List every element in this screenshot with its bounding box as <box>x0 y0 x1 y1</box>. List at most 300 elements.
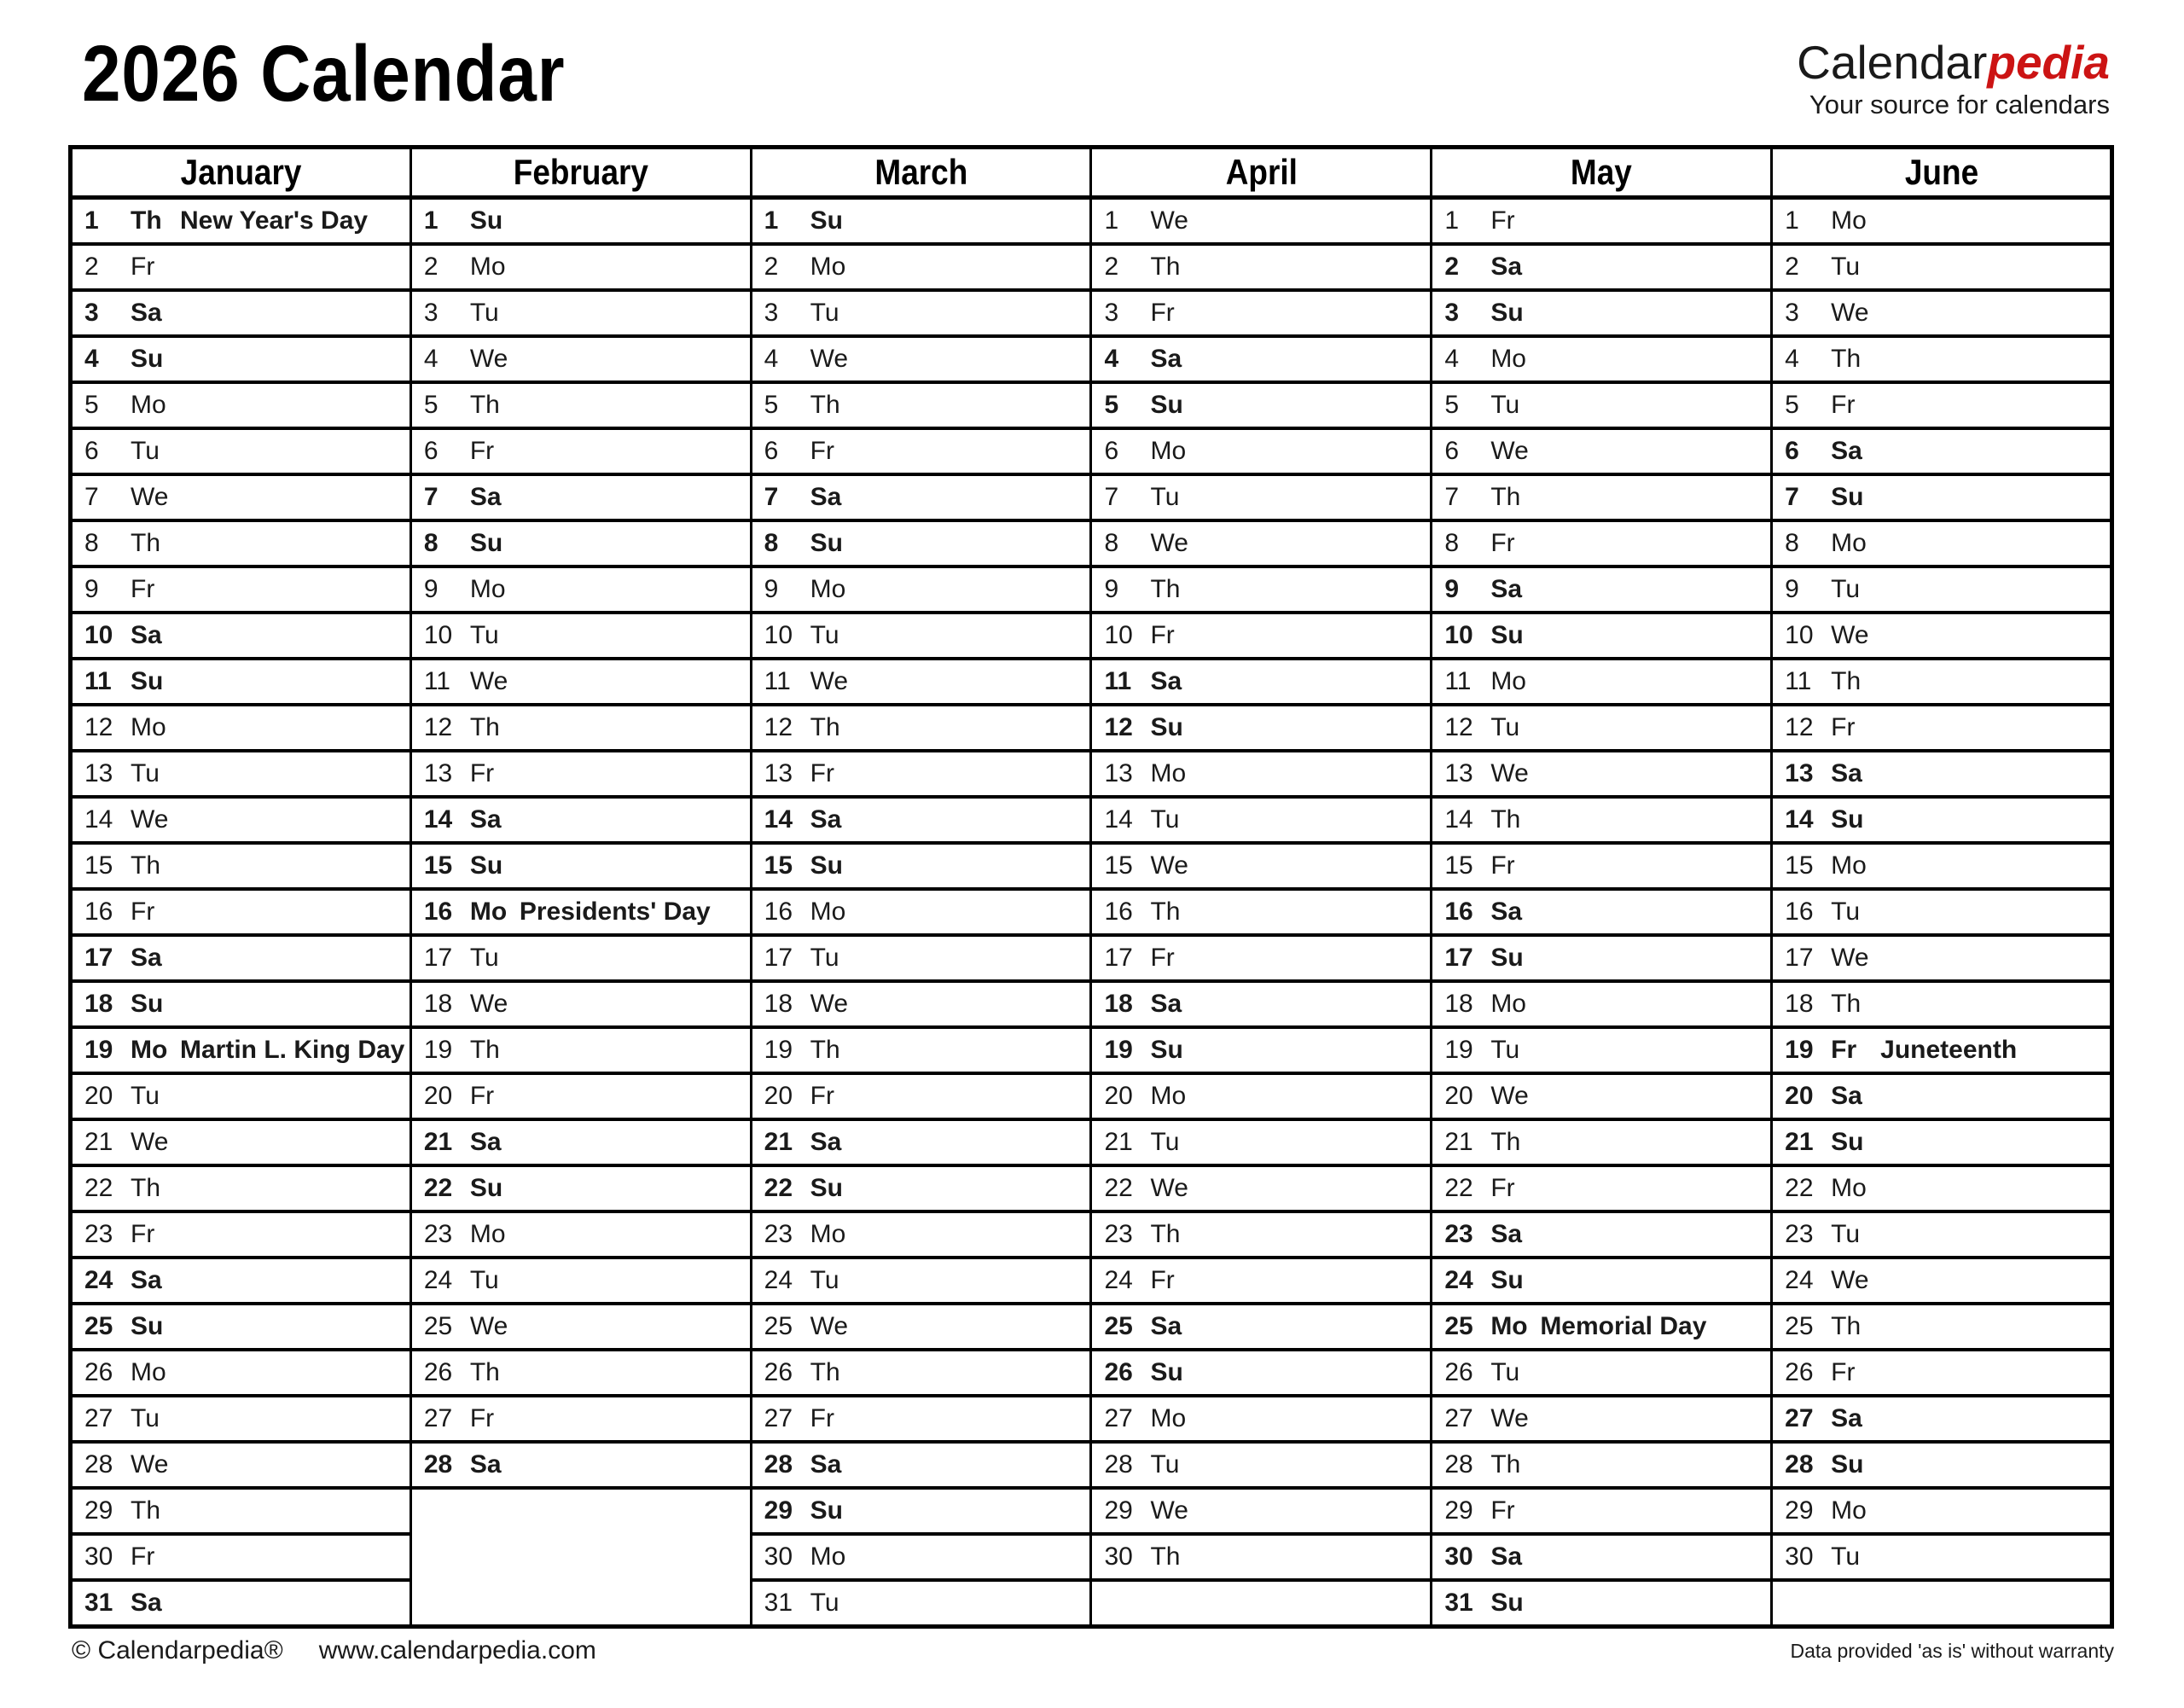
day-cell-april-4 <box>1091 336 1432 382</box>
day-cell-april-29 <box>1091 1488 1432 1534</box>
weekday-abbrev: Sa <box>1490 575 1523 603</box>
holiday-label: Martin L. King Day <box>180 1036 405 1064</box>
weekday-abbrev: Su <box>810 1174 843 1202</box>
weekday-abbrev: We <box>810 1312 849 1340</box>
day-number: 5 <box>1444 391 1459 419</box>
calendar-row-18 <box>71 981 2112 1027</box>
day-number: 21 <box>1444 1128 1473 1156</box>
month-header-february: February <box>410 148 751 198</box>
day-number: 20 <box>1104 1082 1133 1110</box>
day-number: 25 <box>764 1312 793 1340</box>
calendar-row-3 <box>71 290 2112 336</box>
day-cell-april-26 <box>1091 1350 1432 1396</box>
calendar-row-17 <box>71 935 2112 981</box>
day-cell-march-26 <box>751 1350 1091 1396</box>
day-cell-february-10 <box>410 613 751 659</box>
month-header-june: June <box>1772 148 2112 198</box>
day-number: 19 <box>1104 1036 1133 1064</box>
day-number: 10 <box>764 621 793 649</box>
empty-cell-april <box>1091 1580 1432 1627</box>
calendar-row-13 <box>71 751 2112 797</box>
weekday-abbrev: Su <box>1150 391 1183 419</box>
weekday-abbrev: Th <box>1831 990 1862 1018</box>
day-cell-may-20 <box>1432 1073 1772 1119</box>
day-number: 16 <box>1785 898 1814 926</box>
day-number: 20 <box>764 1082 793 1110</box>
day-cell-june-4 <box>1772 336 2112 382</box>
day-number: 9 <box>764 575 779 603</box>
calendar-row-6 <box>71 428 2112 474</box>
day-cell-february-17 <box>410 935 751 981</box>
day-number: 1 <box>1104 206 1119 235</box>
day-number: 20 <box>84 1082 113 1110</box>
weekday-abbrev: Mo <box>1490 345 1526 373</box>
weekday-abbrev: We <box>1150 529 1188 557</box>
calendar-row-4 <box>71 336 2112 382</box>
day-number: 17 <box>1104 944 1133 972</box>
day-cell-january-18 <box>71 981 411 1027</box>
weekday-abbrev: Su <box>810 206 843 235</box>
weekday-abbrev: Sa <box>1831 1082 1862 1110</box>
day-cell-february-19 <box>410 1027 751 1073</box>
day-number: 18 <box>84 990 113 1018</box>
day-cell-may-11 <box>1432 659 1772 705</box>
day-number: 12 <box>1785 713 1814 741</box>
weekday-abbrev: Tu <box>1150 1128 1180 1156</box>
day-number: 30 <box>1785 1542 1814 1571</box>
day-cell-june-10 <box>1772 613 2112 659</box>
weekday-abbrev: Tu <box>469 621 499 649</box>
day-cell-february-18 <box>410 981 751 1027</box>
day-cell-may-3 <box>1432 290 1772 336</box>
day-number: 30 <box>764 1542 793 1571</box>
day-number: 14 <box>764 805 793 834</box>
day-cell-april-7 <box>1091 474 1432 520</box>
weekday-abbrev: Sa <box>1150 990 1182 1018</box>
day-number: 22 <box>1444 1174 1473 1202</box>
weekday-abbrev: Su <box>810 1496 843 1525</box>
calendar-row-10 <box>71 613 2112 659</box>
weekday-abbrev: Tu <box>810 621 839 649</box>
day-cell-april-8 <box>1091 520 1432 566</box>
weekday-abbrev: Mo <box>810 1220 846 1248</box>
day-cell-may-8 <box>1432 520 1772 566</box>
day-number: 2 <box>1444 253 1459 281</box>
weekday-abbrev: Fr <box>131 1542 155 1571</box>
weekday-abbrev: Tu <box>131 759 160 787</box>
day-cell-april-2 <box>1091 244 1432 290</box>
day-number: 9 <box>1444 575 1459 603</box>
weekday-abbrev: Su <box>469 1174 503 1202</box>
day-number: 23 <box>1444 1220 1473 1248</box>
day-cell-may-18 <box>1432 981 1772 1027</box>
calendar-row-21 <box>71 1119 2112 1165</box>
day-number: 15 <box>1444 851 1473 880</box>
day-cell-february-13 <box>410 751 751 797</box>
day-number: 27 <box>84 1404 113 1432</box>
day-number: 12 <box>1444 713 1473 741</box>
empty-cell-february <box>410 1488 751 1627</box>
day-number: 10 <box>1785 621 1814 649</box>
day-number: 9 <box>84 575 99 603</box>
day-cell-june-28 <box>1772 1442 2112 1488</box>
weekday-abbrev: Th <box>1490 1450 1521 1479</box>
day-cell-may-1 <box>1432 198 1772 245</box>
day-cell-january-13 <box>71 751 411 797</box>
day-cell-april-24 <box>1091 1258 1432 1304</box>
day-number: 29 <box>1104 1496 1133 1525</box>
day-number: 10 <box>84 621 113 649</box>
weekday-abbrev: Tu <box>810 1266 839 1294</box>
day-cell-may-4 <box>1432 336 1772 382</box>
holiday-label: New Year's Day <box>180 206 369 235</box>
day-cell-may-12 <box>1432 705 1772 751</box>
day-cell-march-24 <box>751 1258 1091 1304</box>
day-cell-april-13 <box>1091 751 1432 797</box>
day-number: 15 <box>1104 851 1133 880</box>
day-number: 24 <box>764 1266 793 1294</box>
weekday-abbrev: We <box>1831 1266 1869 1294</box>
day-cell-march-22 <box>751 1165 1091 1211</box>
weekday-abbrev: Fr <box>1150 1266 1175 1294</box>
weekday-abbrev: We <box>131 483 169 511</box>
weekday-abbrev: Fr <box>1490 1496 1515 1525</box>
day-number: 8 <box>1785 529 1799 557</box>
day-cell-april-23 <box>1091 1211 1432 1258</box>
calendar-row-28 <box>71 1442 2112 1488</box>
weekday-abbrev: Fr <box>810 1082 834 1110</box>
day-cell-april-1 <box>1091 198 1432 245</box>
day-number: 22 <box>1785 1174 1814 1202</box>
day-number: 4 <box>84 345 99 373</box>
weekday-abbrev: Sa <box>1150 1312 1182 1340</box>
day-number: 19 <box>764 1036 793 1064</box>
day-cell-april-6 <box>1091 428 1432 474</box>
weekday-abbrev: Su <box>469 206 503 235</box>
page-title: 2026 Calendar <box>82 29 566 118</box>
weekday-abbrev: Fr <box>1490 206 1515 235</box>
day-cell-april-21 <box>1091 1119 1432 1165</box>
day-cell-may-9 <box>1432 566 1772 613</box>
day-number: 25 <box>1444 1312 1473 1340</box>
weekday-abbrev: Su <box>1831 483 1864 511</box>
month-header-january: January <box>71 148 411 198</box>
weekday-abbrev: Tu <box>131 1404 160 1432</box>
weekday-abbrev: Sa <box>810 483 842 511</box>
day-cell-march-15 <box>751 843 1091 889</box>
day-number: 4 <box>1785 345 1799 373</box>
day-cell-january-23 <box>71 1211 411 1258</box>
day-number: 16 <box>423 898 453 926</box>
day-number: 11 <box>1444 667 1472 695</box>
day-cell-june-9 <box>1772 566 2112 613</box>
weekday-abbrev: Su <box>131 1312 164 1340</box>
day-cell-may-30 <box>1432 1534 1772 1580</box>
weekday-abbrev: Sa <box>131 1589 162 1617</box>
weekday-abbrev: Fr <box>131 1220 155 1248</box>
calendar-row-26 <box>71 1350 2112 1396</box>
day-cell-april-10 <box>1091 613 1432 659</box>
weekday-abbrev: Th <box>1831 1312 1862 1340</box>
weekday-abbrev: We <box>1490 1404 1529 1432</box>
day-number: 3 <box>423 299 439 327</box>
day-number: 29 <box>84 1496 113 1525</box>
weekday-abbrev: Fr <box>1150 299 1175 327</box>
weekday-abbrev: Mo <box>1150 1082 1187 1110</box>
day-number: 26 <box>423 1358 453 1386</box>
day-cell-january-22 <box>71 1165 411 1211</box>
weekday-abbrev: Mo <box>810 1542 846 1571</box>
day-cell-june-23 <box>1772 1211 2112 1258</box>
calendar-row-16 <box>71 889 2112 935</box>
weekday-abbrev: We <box>131 1450 169 1479</box>
weekday-abbrev: Su <box>1490 1589 1524 1617</box>
day-number: 25 <box>423 1312 453 1340</box>
weekday-abbrev: Tu <box>810 944 839 972</box>
weekday-abbrev: We <box>1150 851 1188 880</box>
calendar-row-20 <box>71 1073 2112 1119</box>
holiday-label: Memorial Day <box>1540 1312 1707 1340</box>
weekday-abbrev: Tu <box>810 299 839 327</box>
day-cell-june-8 <box>1772 520 2112 566</box>
month-header-march: March <box>751 148 1091 198</box>
day-cell-january-25 <box>71 1304 411 1350</box>
day-cell-april-27 <box>1091 1396 1432 1442</box>
weekday-abbrev: Th <box>1150 1542 1181 1571</box>
footer-copyright-text: © Calendarpedia® <box>72 1636 283 1664</box>
weekday-abbrev: Th <box>469 391 500 419</box>
weekday-abbrev: Th <box>1831 667 1862 695</box>
day-number: 15 <box>1785 851 1814 880</box>
day-number: 16 <box>1104 898 1133 926</box>
empty-cell-june <box>1772 1580 2112 1627</box>
weekday-abbrev: We <box>1490 437 1529 465</box>
holiday-label: Presidents' Day <box>519 898 711 926</box>
day-number: 2 <box>1785 253 1799 281</box>
day-number: 8 <box>1444 529 1459 557</box>
day-number: 13 <box>1444 759 1473 787</box>
day-number: 8 <box>764 529 779 557</box>
day-cell-april-12 <box>1091 705 1432 751</box>
day-cell-february-14 <box>410 797 751 843</box>
day-number: 2 <box>764 253 779 281</box>
day-number: 21 <box>764 1128 793 1156</box>
day-cell-june-22 <box>1772 1165 2112 1211</box>
weekday-abbrev: Sa <box>1490 1542 1523 1571</box>
weekday-abbrev: Th <box>1150 575 1181 603</box>
day-number: 24 <box>423 1266 453 1294</box>
weekday-abbrev: Mo <box>1831 529 1867 557</box>
footer-copyright <box>72 1636 596 1665</box>
calendar-row-15 <box>71 843 2112 889</box>
day-cell-april-30 <box>1091 1534 1432 1580</box>
weekday-abbrev: We <box>1490 1082 1529 1110</box>
day-cell-march-25 <box>751 1304 1091 1350</box>
weekday-abbrev: Sa <box>131 944 162 972</box>
weekday-abbrev: Su <box>1490 299 1524 327</box>
day-number: 4 <box>764 345 779 373</box>
day-number: 6 <box>1104 437 1119 465</box>
day-number: 19 <box>1785 1036 1814 1064</box>
day-number: 30 <box>84 1542 113 1571</box>
calendar-row-7 <box>71 474 2112 520</box>
weekday-abbrev: Mo <box>1490 990 1526 1018</box>
day-number: 31 <box>764 1589 793 1617</box>
day-number: 11 <box>84 667 112 695</box>
weekday-abbrev: Mo <box>1490 667 1526 695</box>
calendar-row-11 <box>71 659 2112 705</box>
day-cell-march-21 <box>751 1119 1091 1165</box>
day-number: 28 <box>84 1450 113 1479</box>
weekday-abbrev: Tu <box>469 1266 499 1294</box>
day-number: 3 <box>1785 299 1799 327</box>
day-cell-june-21 <box>1772 1119 2112 1165</box>
weekday-abbrev: Mo <box>810 253 846 281</box>
day-number: 13 <box>1785 759 1814 787</box>
weekday-abbrev: We <box>131 1128 169 1156</box>
calendar-row-12 <box>71 705 2112 751</box>
day-number: 1 <box>1444 206 1459 235</box>
logo-tagline: Your source for calendars <box>1809 90 2110 119</box>
day-cell-may-26 <box>1432 1350 1772 1396</box>
weekday-abbrev: Sa <box>469 1128 502 1156</box>
weekday-abbrev: Tu <box>1831 575 1861 603</box>
weekday-abbrev: Th <box>1831 345 1862 373</box>
day-cell-april-14 <box>1091 797 1432 843</box>
weekday-abbrev: We <box>810 990 849 1018</box>
weekday-abbrev: Fr <box>810 759 834 787</box>
weekday-abbrev: Tu <box>469 299 499 327</box>
weekday-abbrev: Mo <box>469 898 508 926</box>
day-cell-january-16 <box>71 889 411 935</box>
day-number: 3 <box>764 299 779 327</box>
day-cell-february-11 <box>410 659 751 705</box>
day-number: 7 <box>84 483 99 511</box>
weekday-abbrev: Sa <box>131 621 162 649</box>
calendar-header <box>71 148 2112 198</box>
day-cell-february-3 <box>410 290 751 336</box>
day-cell-june-13 <box>1772 751 2112 797</box>
day-cell-april-20 <box>1091 1073 1432 1119</box>
day-number: 16 <box>764 898 793 926</box>
day-cell-february-4 <box>410 336 751 382</box>
day-number: 5 <box>1104 391 1119 419</box>
weekday-abbrev: Mo <box>1150 437 1187 465</box>
weekday-abbrev: Th <box>469 1358 500 1386</box>
weekday-abbrev: Sa <box>1150 345 1182 373</box>
weekday-abbrev: Mo <box>1150 1404 1187 1432</box>
weekday-abbrev: Tu <box>1490 713 1520 741</box>
day-number: 9 <box>1785 575 1799 603</box>
weekday-abbrev: We <box>469 990 508 1018</box>
day-cell-june-3 <box>1772 290 2112 336</box>
day-cell-january-30 <box>71 1534 411 1580</box>
day-number: 27 <box>1785 1404 1814 1432</box>
day-number: 1 <box>764 206 779 235</box>
month-header-april: April <box>1091 148 1432 198</box>
day-cell-june-27 <box>1772 1396 2112 1442</box>
weekday-abbrev: Mo <box>810 575 846 603</box>
day-number: 28 <box>1785 1450 1814 1479</box>
day-cell-march-11 <box>751 659 1091 705</box>
weekday-abbrev: Sa <box>1831 437 1862 465</box>
day-number: 17 <box>423 944 453 972</box>
day-number: 13 <box>1104 759 1133 787</box>
weekday-abbrev: Tu <box>1150 1450 1180 1479</box>
day-cell-june-6 <box>1772 428 2112 474</box>
weekday-abbrev: Sa <box>810 1450 842 1479</box>
day-number: 16 <box>1444 898 1473 926</box>
day-cell-march-2 <box>751 244 1091 290</box>
weekday-abbrev: Mo <box>469 253 506 281</box>
day-number: 21 <box>1785 1128 1814 1156</box>
day-number: 11 <box>1104 667 1132 695</box>
weekday-abbrev: Su <box>1490 621 1524 649</box>
weekday-abbrev: Fr <box>1831 1358 1856 1386</box>
weekday-abbrev: Sa <box>1831 759 1862 787</box>
day-cell-june-15 <box>1772 843 2112 889</box>
day-cell-january-12 <box>71 705 411 751</box>
day-number: 17 <box>764 944 793 972</box>
weekday-abbrev: Su <box>469 529 503 557</box>
day-cell-june-20 <box>1772 1073 2112 1119</box>
day-cell-january-2 <box>71 244 411 290</box>
weekday-abbrev: Th <box>1150 1220 1181 1248</box>
weekday-abbrev: Tu <box>1831 898 1861 926</box>
day-cell-may-10 <box>1432 613 1772 659</box>
day-cell-june-18 <box>1772 981 2112 1027</box>
weekday-abbrev: Mo <box>131 713 166 741</box>
weekday-abbrev: Fr <box>469 437 495 465</box>
day-number: 2 <box>423 253 439 281</box>
day-cell-april-17 <box>1091 935 1432 981</box>
day-number: 2 <box>1104 253 1119 281</box>
day-cell-may-23 <box>1432 1211 1772 1258</box>
weekday-abbrev: Su <box>1150 1036 1183 1064</box>
day-number: 8 <box>1104 529 1119 557</box>
day-cell-january-29 <box>71 1488 411 1534</box>
weekday-abbrev: We <box>131 805 169 834</box>
day-cell-february-15 <box>410 843 751 889</box>
day-cell-april-22 <box>1091 1165 1432 1211</box>
day-number: 5 <box>84 391 99 419</box>
day-number: 18 <box>1104 990 1133 1018</box>
weekday-abbrev: Mo <box>810 898 846 926</box>
day-number: 26 <box>1444 1358 1473 1386</box>
day-number: 17 <box>84 944 113 972</box>
weekday-abbrev: Th <box>131 851 161 880</box>
day-cell-may-5 <box>1432 382 1772 428</box>
day-number: 18 <box>1444 990 1473 1018</box>
calendar-row-30 <box>71 1534 2112 1580</box>
weekday-abbrev: Fr <box>469 1082 495 1110</box>
day-number: 12 <box>423 713 453 741</box>
day-number: 8 <box>423 529 439 557</box>
day-number: 26 <box>84 1358 113 1386</box>
day-cell-march-20 <box>751 1073 1091 1119</box>
weekday-abbrev: Fr <box>810 437 834 465</box>
day-cell-march-7 <box>751 474 1091 520</box>
day-cell-june-19 <box>1772 1027 2112 1073</box>
weekday-abbrev: Fr <box>1490 529 1515 557</box>
day-cell-february-1 <box>410 198 751 245</box>
weekday-abbrev: Tu <box>1490 1358 1520 1386</box>
weekday-abbrev: Fr <box>131 253 155 281</box>
weekday-abbrev: We <box>810 667 849 695</box>
day-number: 12 <box>84 713 113 741</box>
weekday-abbrev: Th <box>1490 483 1521 511</box>
weekday-abbrev: Sa <box>1831 1404 1862 1432</box>
